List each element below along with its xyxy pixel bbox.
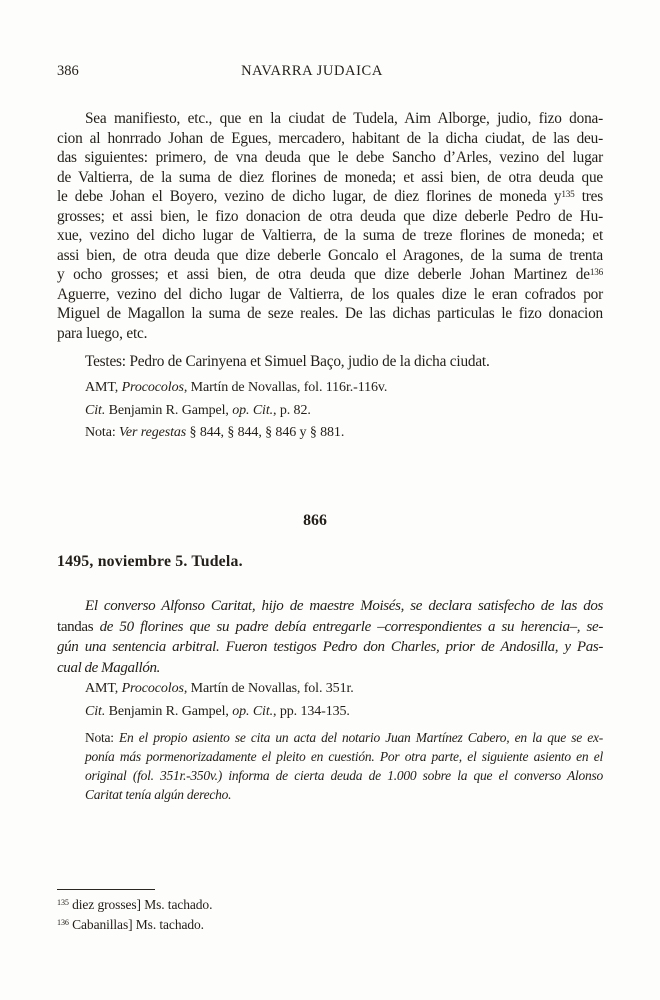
text-line: grosses; et assi bien, le fizo donacion de otra deuda que dize deberle Pedro de Hu- xyxy=(57,207,603,225)
text-line xyxy=(57,187,603,207)
footnote-136 xyxy=(57,915,603,935)
text-segment: Benjamin R. Gampel, xyxy=(105,703,233,719)
text-segment: original (fol. 351r.-350v.) informa de cierta deuda de 1.000 sobre la que el converso Alonso xyxy=(85,767,603,783)
text-segment: Caritat tenía algún derecho. xyxy=(85,786,232,802)
page-number: 386 xyxy=(57,63,79,79)
text-segment: Prococolos xyxy=(121,380,184,395)
citation-reference xyxy=(85,400,603,423)
text-line: Aguerre, vezino del dicho lugar de Valtierra, de los quales dize le eran cofrados por xyxy=(57,285,603,303)
text-segment: op. Cit. xyxy=(232,402,274,418)
text-segment: Ver regestas xyxy=(119,425,187,440)
footnote-divider xyxy=(57,889,155,890)
footnote-marker: 135 xyxy=(561,188,575,199)
text-segment: AMT, xyxy=(85,681,122,696)
witnesses-line: Testes: Pedro de Carinyena et Simuel Baço, judio de la dicha ciudat. xyxy=(85,353,490,370)
footnote-marker: 136 xyxy=(589,266,603,277)
text-line xyxy=(57,265,603,285)
text-segment: Nota: xyxy=(85,729,119,745)
text-line xyxy=(85,766,603,785)
text-segment: Prococolos xyxy=(121,681,184,696)
text-segment: tandas xyxy=(57,618,94,635)
text-segment: Cit. xyxy=(85,703,106,719)
text-segment: tres xyxy=(574,188,603,205)
text-segment: de 50 florines que su padre debía entregarle –correspondientes a su herencia–, se- xyxy=(93,618,603,635)
text-segment: ponía más pormenorizadamente el pleito en cuestión. Por otra parte, el siguiente asiento en el xyxy=(85,748,603,764)
text-segment: , Martín de Novallas, fol. 116r.-116v. xyxy=(183,380,388,395)
footnote-135 xyxy=(57,895,603,915)
archive-reference xyxy=(85,377,603,400)
page-header xyxy=(57,62,603,80)
text-line: Miguel de Magallon la suma de seze reales. De las dichas particulas le fizo donacion xyxy=(57,305,603,322)
entry-number: 866 xyxy=(303,512,327,529)
text-line: das siguientes: primero, de vna deuda que le debe Sancho d’Arles, vezino del lugar xyxy=(57,149,603,166)
date-place-heading: 1495, noviembre 5. Tudela. xyxy=(57,553,243,570)
text-line: Sea manifiesto, etc., que en la ciudat de Tudela, Aim Alborge, judio, fizo dona- xyxy=(85,110,603,127)
nota-reference xyxy=(85,422,603,445)
archive-reference xyxy=(85,678,603,701)
text-line xyxy=(85,785,603,804)
text-line: assi bien, de otra deuda que dize deberle Goncalo el Aragones, de la suma de trenta xyxy=(57,246,603,264)
text-line: de Valtierra, de la suma de diez florines de moneda; et assi bien, de otra deuda que xyxy=(57,168,603,186)
text-line xyxy=(85,747,603,766)
nota-block xyxy=(85,728,603,804)
text-segment: , p. 82. xyxy=(273,402,311,418)
citation-reference xyxy=(85,701,603,724)
text-segment: En el propio asiento se cita un acta del notario Juan Martínez Cabero, en la que se ex- xyxy=(118,729,603,745)
references-block xyxy=(85,377,603,445)
footnotes-block xyxy=(57,883,603,934)
text-segment: § 844, § 844, § 846 y § 881. xyxy=(186,425,345,440)
text-segment: Cabanillas] Ms. tachado. xyxy=(68,916,204,932)
footnote-marker: 136 xyxy=(57,917,69,927)
text-segment: y ocho grosses; et assi bien, de otra deuda que dize deberle Johan Martinez de xyxy=(57,266,590,283)
text-segment: , Martín de Novallas, fol. 351r. xyxy=(183,681,354,696)
text-line: El converso Alfonso Caritat, hijo de maestre Moisés, se declara satisfecho de las dos xyxy=(85,598,603,614)
text-segment: le debe Johan el Boyero, vezino de dicho lugar, de diez florines de moneda y xyxy=(57,188,562,205)
text-segment: Cit. xyxy=(85,402,106,418)
text-segment: Nota: xyxy=(85,425,120,440)
text-line xyxy=(57,617,603,638)
text-line xyxy=(85,728,603,747)
entry-summary-paragraph xyxy=(57,596,603,678)
references-block xyxy=(85,678,603,804)
text-segment: diez grosses] Ms. tachado. xyxy=(68,897,213,912)
text-segment: , pp. 134-135. xyxy=(273,703,350,719)
text-line: para luego, etc. xyxy=(57,324,148,342)
document-text-paragraph xyxy=(57,109,603,343)
running-title: NAVARRA JUDAICA xyxy=(241,63,383,79)
text-line: xue, vezino del dicho lugar de Valtierra, de la suma de treze florines de moneda; et xyxy=(57,227,603,244)
text-line: cion al honrrado Johan de Egues, mercadero, habitant de la dicha ciudat, de las deu- xyxy=(57,129,603,147)
text-segment: Benjamin R. Gampel, xyxy=(105,402,233,418)
text-segment: AMT, xyxy=(85,380,122,395)
text-line: gún una sentencia arbitral. Fueron testigos Pedro don Charles, prior de Andosilla, y Pas- xyxy=(57,639,603,655)
text-line: cual de Magallón. xyxy=(57,659,161,676)
footnote-marker: 135 xyxy=(57,898,69,908)
text-segment: op. Cit. xyxy=(232,703,274,719)
